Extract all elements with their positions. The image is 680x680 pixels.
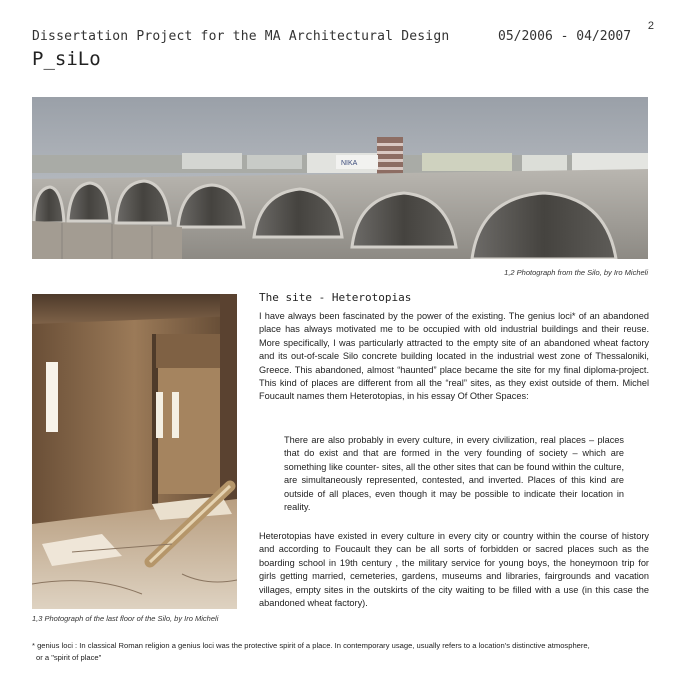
paragraph-2: Heterotopias have existed in every culture in every city or country within the course of history and according to Foucault they can be all sorts of forbidden or sacred places such as the boarding school in 19th century , the military service for young boys, the honeymoon trip for girls getting married, cemeteries, gardens, museums and libraries, fairgrounds and vacation villages, empty sites in the outskirts of the city waiting to be filled with a use (in this case the abandoned wheat factory). [259,531,649,609]
header-title: Dissertation Project for the MA Architectural Design [32,29,450,44]
section-heading: The site - Heterotopias [259,291,412,304]
silo-roof-photograph [32,97,648,259]
page-number: 2 [647,20,654,32]
header-dates: 05/2006 - 04/2007 [498,29,632,44]
foucault-quote: There are also probably in every culture, in every civilization, real places – places that do exist and that are formed in the very founding of society – which are something like counter- sites, all the other sites that can be found within the culture, are simultaneously represented, contested, and inverted. Places of this kind are outside of all places, even though it may be possible to indicate their location in reality. [284,435,624,513]
paragraph-1: I have always been fascinated by the power of the existing. The genius loci* of an abandoned place has always motivated me to be occupied with old industrial buildings and their reuse. More specifically, I was particularly attracted to the empty site of an abandoned wheat factory and its out-of-scale Silo concrete building located in the industrial west zone of Thessaloniki, Greece. This abandoned, almost “haunted” place became the site for my final diploma-project. This kind of places are different from all the “real” sites, as they exist outside of them. Michel Foucault names them Heterotopias, in his essay Of Other Spaces: [259,311,649,402]
caption-left-figure: 1,3 Photograph of the last floor of the Silo, by Iro Micheli [32,614,219,623]
footnote [32,640,652,663]
distant-sign-text: NIKA [341,160,358,167]
footnote-line-1: * genius loci : In classical Roman religion a genius loci was the protective spirit of a place. In contemporary usage, usually refers to a location's distinctive atmosphere, [32,641,590,650]
silo-interior-photograph [32,294,237,609]
footnote-line-2: or a "spirit of place" [36,652,102,662]
caption-top-figure: 1,2 Photograph from the Silo, by Iro Micheli [504,268,648,277]
project-title: P_siLo [32,48,101,70]
